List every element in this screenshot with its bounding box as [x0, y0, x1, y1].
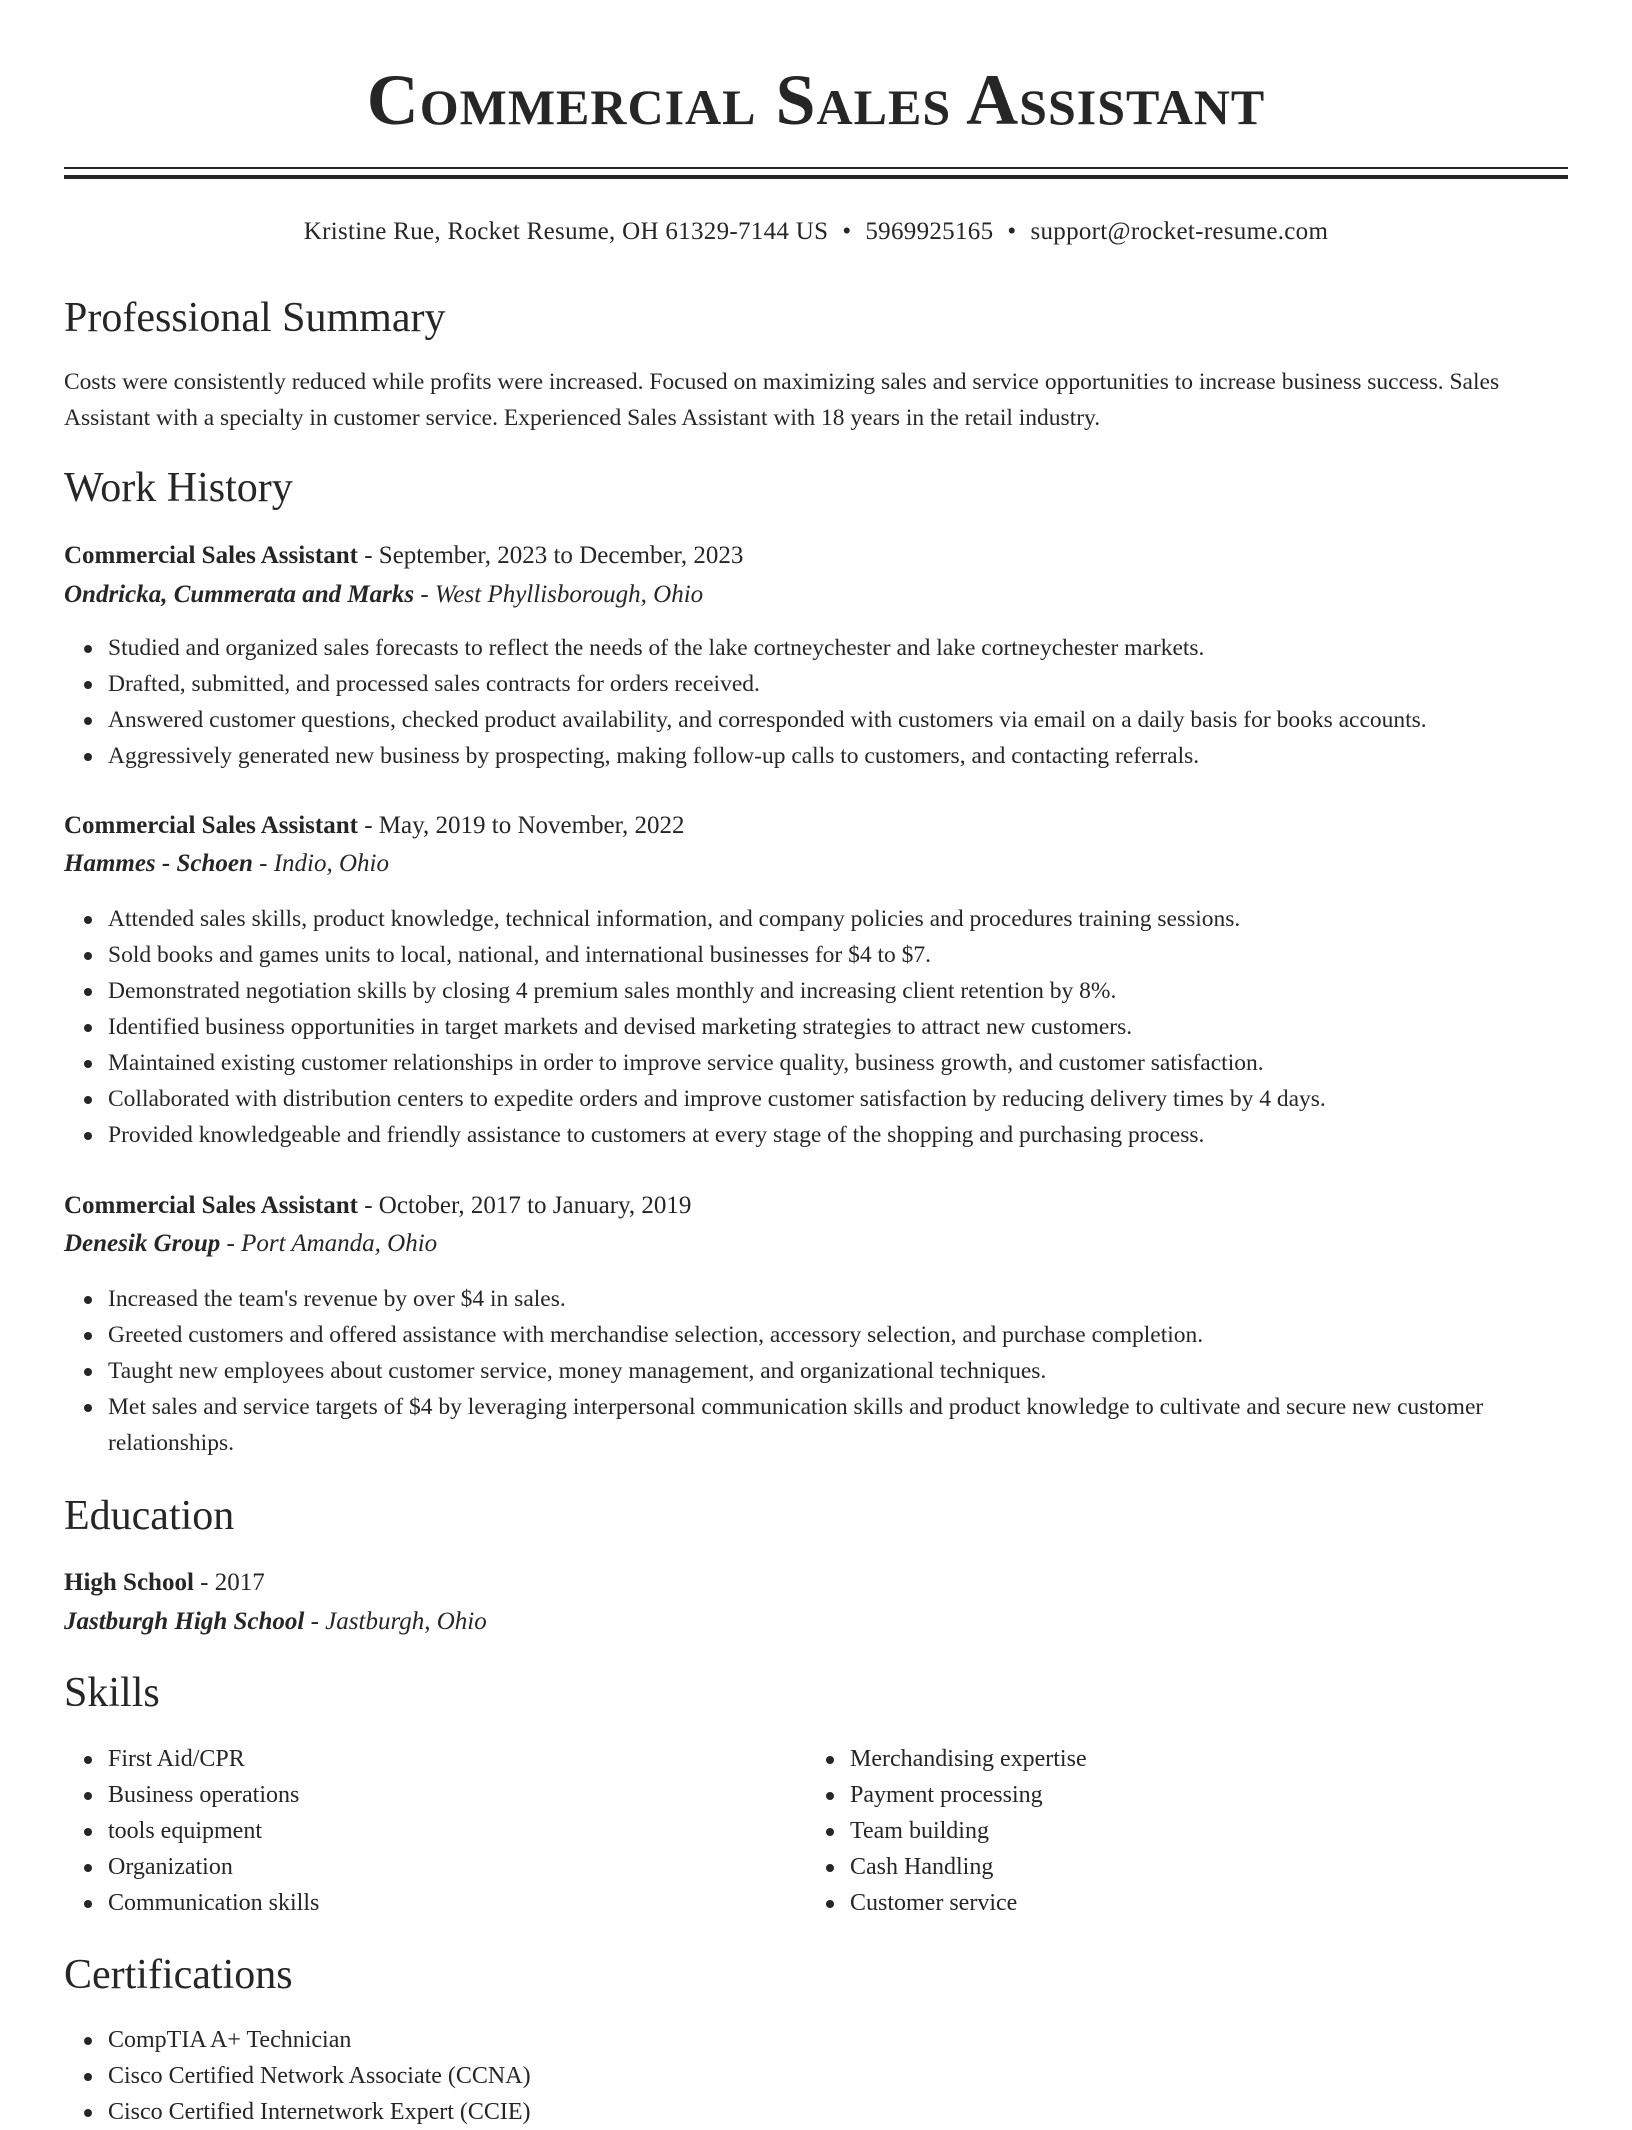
contact-email: support@rocket-resume.com: [1030, 218, 1329, 245]
list-item: Merchandising expertise: [850, 1741, 1550, 1777]
job-title: Commercial Sales Assistant: [64, 812, 358, 839]
skills-list-right: [806, 1741, 1550, 1921]
education-header: [64, 1565, 265, 1601]
list-item: Met sales and service targets of $4 by leveraging interpersonal communication skills and product knowledge to cultivate and secure new customer relationships.: [108, 1389, 1568, 1461]
list-item: Maintained existing customer relationships in order to improve service quality, business growth, and customer satisfaction.: [108, 1045, 1568, 1081]
list-item: Business operations: [108, 1777, 808, 1813]
list-item: Studied and organized sales forecasts to reflect the needs of the lake cortneychester and lake cortneychester markets.: [108, 630, 1568, 666]
education-school-line: [64, 1604, 487, 1640]
job-location: - Port Amanda, Ohio: [226, 1230, 438, 1257]
list-item: Attended sales skills, product knowledge, technical information, and company policies and procedures training sessions.: [108, 901, 1568, 937]
job-title: Commercial Sales Assistant: [64, 1192, 358, 1219]
job-company: Hammes - Schoen: [64, 850, 253, 877]
contact-address: Kristine Rue, Rocket Resume, OH 61329-7144 US: [303, 218, 829, 245]
list-item: CompTIA A+ Technician: [108, 2022, 1568, 2058]
resume-title: Commercial Sales Assistant: [366, 60, 1266, 140]
list-item: Identified business opportunities in target markets and devised marketing strategies to attract new customers.: [108, 1009, 1568, 1045]
job-location: - West Phyllisborough, Ohio: [420, 581, 704, 608]
education-school: Jastburgh High School: [64, 1608, 305, 1635]
list-item: tools equipment: [108, 1813, 808, 1849]
job-2-employer: [64, 846, 389, 882]
list-item: Demonstrated negotiation skills by closing 4 premium sales monthly and increasing client retention by 8%.: [108, 973, 1568, 1009]
job-3-header: [64, 1188, 691, 1224]
job-2-bullets: [64, 901, 1568, 1153]
certifications-list: [64, 2022, 1568, 2130]
job-1-bullets: [64, 630, 1568, 774]
certifications-heading: Certifications: [64, 1952, 293, 1998]
job-location: - Indio, Ohio: [259, 850, 390, 877]
resume-page: [64, 0, 1568, 2125]
contact-separator: •: [1007, 218, 1017, 245]
list-item: Customer service: [850, 1885, 1550, 1921]
education-year: - 2017: [200, 1569, 265, 1596]
skills-list-left: [64, 1741, 808, 1921]
list-item: Increased the team's revenue by over $4 in sales.: [108, 1281, 1568, 1317]
list-item: First Aid/CPR: [108, 1741, 808, 1777]
skills-heading: Skills: [64, 1670, 160, 1716]
job-title: Commercial Sales Assistant: [64, 542, 358, 569]
summary-heading: Professional Summary: [64, 295, 446, 341]
list-item: Provided knowledgeable and friendly assistance to customers at every stage of the shopping and purchasing process.: [108, 1117, 1568, 1153]
list-item: Payment processing: [850, 1777, 1550, 1813]
education-location: - Jastburgh, Ohio: [310, 1608, 487, 1635]
job-3-employer: [64, 1226, 437, 1262]
title-divider-thin: [64, 167, 1568, 169]
job-1-employer: [64, 577, 703, 613]
job-dates: - May, 2019 to November, 2022: [364, 812, 685, 839]
list-item: Cisco Certified Network Associate (CCNA): [108, 2058, 1568, 2094]
list-item: Taught new employees about customer service, money management, and organizational techniques.: [108, 1353, 1568, 1389]
list-item: Sold books and games units to local, national, and international businesses for $4 to $7.: [108, 937, 1568, 973]
list-item: Drafted, submitted, and processed sales contracts for orders received.: [108, 666, 1568, 702]
list-item: Organization: [108, 1849, 808, 1885]
contact-phone: 5969925165: [865, 218, 994, 245]
list-item: Team building: [850, 1813, 1550, 1849]
list-item: Aggressively generated new business by prospecting, making follow-up calls to customers, and contacting referrals.: [108, 738, 1568, 774]
job-1-header: [64, 538, 743, 574]
job-dates: - October, 2017 to January, 2019: [364, 1192, 692, 1219]
job-company: Ondricka, Cummerata and Marks: [64, 581, 415, 608]
list-item: Collaborated with distribution centers to expedite orders and improve customer satisfaction by reducing delivery times by 4 days.: [108, 1081, 1568, 1117]
job-company: Denesik Group: [64, 1230, 221, 1257]
list-item: Cash Handling: [850, 1849, 1550, 1885]
job-dates: - September, 2023 to December, 2023: [364, 542, 744, 569]
job-2-header: [64, 808, 684, 844]
work-history-heading: Work History: [64, 465, 293, 511]
list-item: Communication skills: [108, 1885, 808, 1921]
contact-separator: •: [842, 218, 852, 245]
contact-line: [64, 214, 1568, 250]
title-divider-thick: [64, 175, 1568, 179]
list-item: Greeted customers and offered assistance with merchandise selection, accessory selection, and purchase completion.: [108, 1317, 1568, 1353]
list-item: Answered customer questions, checked product availability, and corresponded with customers via email on a daily basis for books accounts.: [108, 702, 1568, 738]
job-3-bullets: [64, 1281, 1568, 1461]
education-degree: High School: [64, 1569, 194, 1596]
education-heading: Education: [64, 1493, 235, 1539]
summary-text: Costs were consistently reduced while profits were increased. Focused on maximizing sales and service opportunities to increase business success. Sales Assistant with a specialty in customer service. Experienced Sales Assistant with 18 years in the retail industry.: [64, 369, 1500, 431]
list-item: Cisco Certified Internetwork Expert (CCIE): [108, 2094, 1568, 2130]
